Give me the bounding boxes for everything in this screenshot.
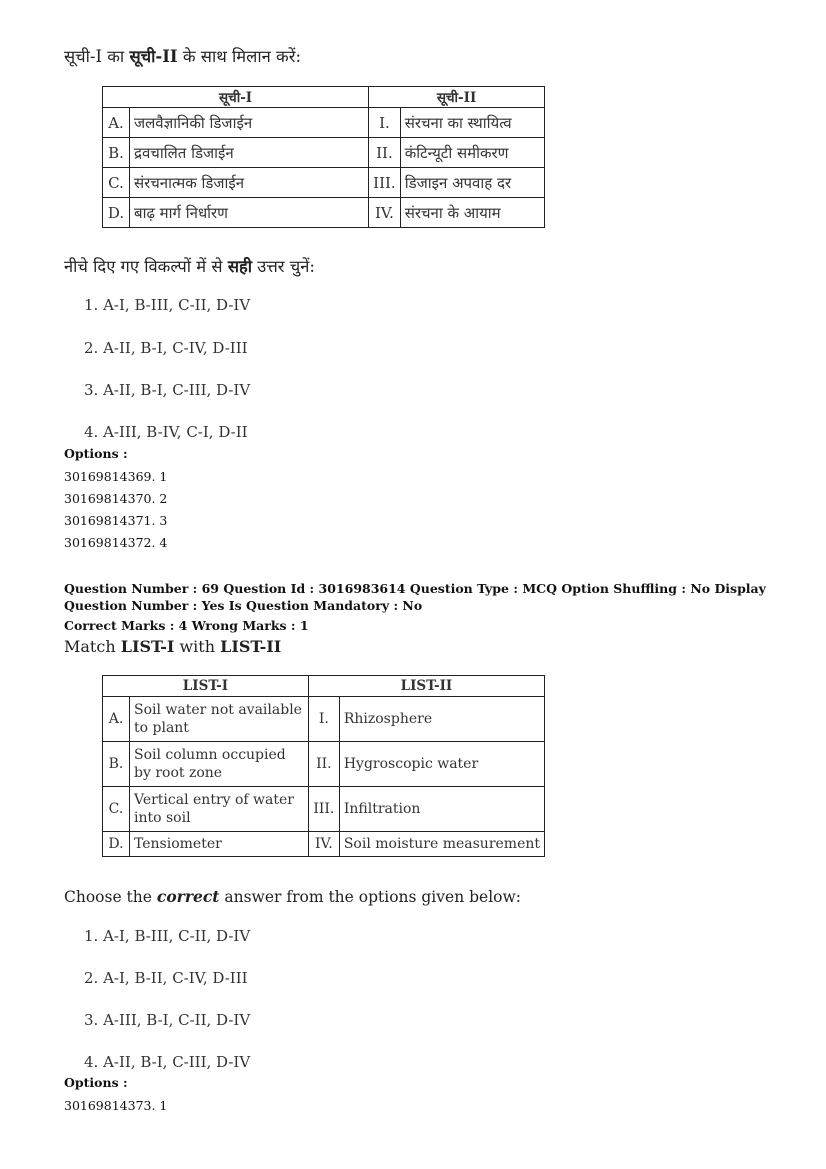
q68-header-list2: सूची-II bbox=[369, 87, 545, 108]
table-row: C. संरचनात्मक डिजाईन III. डिजाइन अपवाह दर bbox=[103, 168, 545, 198]
q68-answer-3: 3. A-II, B-I, C-III, D-IV bbox=[84, 381, 251, 399]
q68-answer-2: 2. A-II, B-I, C-IV, D-III bbox=[84, 339, 248, 357]
q69-answer-4: 4. A-II, B-I, C-III, D-IV bbox=[84, 1053, 251, 1071]
q68-intro: सूची-I का सूची-II के साथ मिलान करें: bbox=[64, 47, 302, 66]
q69-header-list1: LIST-I bbox=[103, 676, 309, 697]
q68-option-4: 30169814372. 4 bbox=[64, 535, 168, 550]
q68-match-table bbox=[102, 86, 545, 228]
q68-options-label: Options : bbox=[64, 446, 128, 461]
q68-option-1: 30169814369. 1 bbox=[64, 469, 168, 484]
q69-answer-2: 2. A-I, B-II, C-IV, D-III bbox=[84, 969, 248, 987]
table-row: A. जलवैज्ञानिकी डिजाईन I. संरचना का स्थायित्व bbox=[103, 108, 545, 138]
table-row: A. Soil water not available to plant I. Rhizosphere bbox=[103, 697, 545, 742]
q68-answer-4: 4. A-III, B-IV, C-I, D-II bbox=[84, 423, 248, 441]
q68-choose-instruction: नीचे दिए गए विकल्पों में से सही उत्तर चुनें: bbox=[64, 257, 315, 276]
q68-option-2: 30169814370. 2 bbox=[64, 491, 168, 506]
q69-answer-1: 1. A-I, B-III, C-II, D-IV bbox=[84, 927, 251, 945]
q69-options-label: Options : bbox=[64, 1075, 128, 1090]
table-row: B. Soil column occupied by root zone II. Hygroscopic water bbox=[103, 742, 545, 787]
q69-option-1: 30169814373. 1 bbox=[64, 1098, 168, 1113]
table-row: D. बाढ़ मार्ग निर्धारण IV. संरचना के आयाम bbox=[103, 198, 545, 228]
table-row: B. द्रवचालित डिजाईन II. कंटिन्यूटी समीकरण bbox=[103, 138, 545, 168]
q69-match-table bbox=[102, 675, 545, 857]
q69-choose-instruction: Choose the correct answer from the options given below: bbox=[64, 887, 521, 906]
q69-meta: Question Number : 69 Question Id : 3016983614 Question Type : MCQ Option Shuffling : No Display Question Number : Yes Is Question Mandatory : No bbox=[64, 581, 766, 613]
q68-option-3: 30169814371. 3 bbox=[64, 513, 168, 528]
table-row: C. Vertical entry of water into soil III. Infiltration bbox=[103, 787, 545, 832]
q69-answer-3: 3. A-III, B-I, C-II, D-IV bbox=[84, 1011, 251, 1029]
q69-header-list2: LIST-II bbox=[308, 676, 544, 697]
q68-header-list1: सूची-I bbox=[103, 87, 369, 108]
q69-intro: Match LIST-I with LIST-II bbox=[64, 637, 282, 656]
table-row: D. Tensiometer IV. Soil moisture measurement bbox=[103, 832, 545, 857]
q68-answer-1: 1. A-I, B-III, C-II, D-IV bbox=[84, 296, 251, 314]
q69-marks: Correct Marks : 4 Wrong Marks : 1 bbox=[64, 618, 309, 633]
